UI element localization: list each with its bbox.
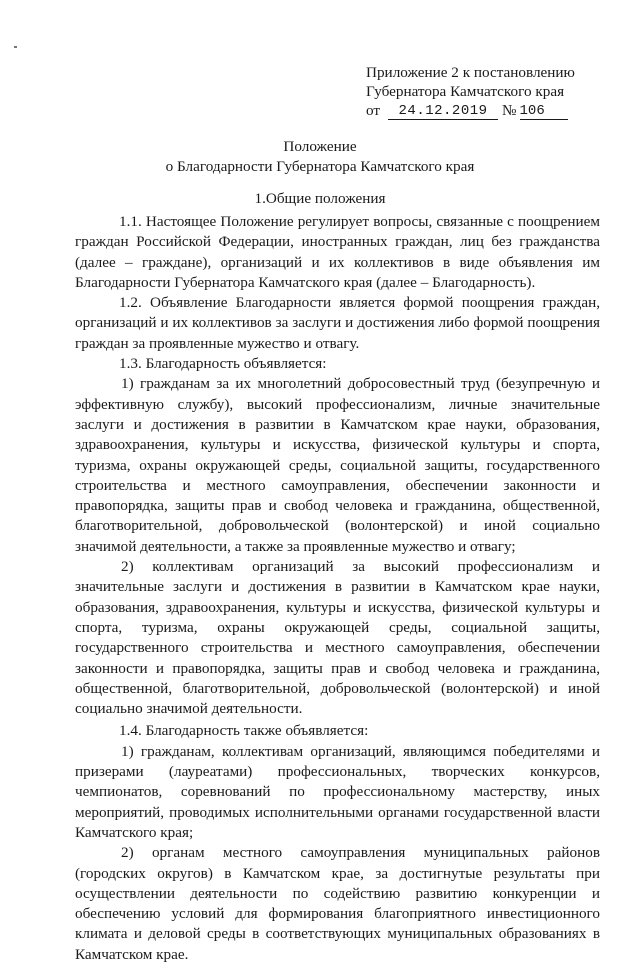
appendix-line-1: Приложение 2 к постановлению <box>366 64 575 81</box>
resolution-date: 24.12.2019 <box>388 103 498 120</box>
appendix-header <box>366 63 606 120</box>
number-prefix: № <box>502 102 517 119</box>
paragraph-1-4-item-2: 2) органам местного самоуправления муниципальных районов (городских округов) в Камчатском крае, за достигнутые результаты при осуществлении деятельности по содействию развитию конкуренции и обеспечению условий для формирования благоприятного инвестиционного климата и деловой среды в соответствующих муниципальных образованиях в Камчатском крае. <box>75 844 600 963</box>
document-body <box>75 212 600 965</box>
document-title-line-1: Положение <box>283 138 357 155</box>
section-title: 1.Общие положения <box>254 190 386 207</box>
paragraph-1-4: 1.4. Благодарность также объявляется: <box>119 722 369 740</box>
paragraph-1-4-item-1: 1) гражданам, коллективам организаций, являющимся победителями и призерами (лауреатами) профессиональных, творческих конкурсов, чемпионатов, соревнований по профессиональному мастерству, иных мероприятий, проводимых исполнительными органами государственной власти Камчатского края; <box>75 742 600 841</box>
paragraph-1-3-item-2: 2) коллективам организаций за высокий профессионализм и значительные заслуги и достижения в развитии в Камчатском крае науки, образования, здравоохранения, культуры и искусства, физической культуры и спорта, туризма, охраны окружающей среды, социальной защиты, государственного строительства и местного самоуправления, обеспечении законности и правопорядка, защиты прав и свобод человека и гражданина, общественной, благотворительной, добровольческой (волонтерской) и иной социально значимой деятельности. <box>75 558 600 718</box>
scan-mark <box>14 46 17 48</box>
paragraph-1-3-item-1: 1) гражданам за их многолетний добросовестный труд (безупречную и эффективную службу), высокий профессионализм, личные значительные заслуги и достижения в развитии в Камчатском крае науки, образования, здравоохранения, культуры и искусства, физической культуры и спорта, туризма, охраны окружающей среды, социальной защиты, государственного строительства и местного самоуправления, обеспечении законности и правопорядка, защиты прав и свобод человека и гражданина, общественной, благотворительной, добровольческой (волонтерской) и иной социально значимой деятельности, а также за проявленные мужество и отвагу; <box>75 375 600 555</box>
paragraph-1-2: 1.2. Объявление Благодарности является формой поощрения граждан, организаций и их коллективов за заслуги и достижения либо формой поощрения граждан за проявленные мужество и отвагу. <box>75 294 600 352</box>
resolution-number: 106 <box>520 103 568 120</box>
paragraph-1-3: 1.3. Благодарность объявляется: <box>119 355 327 373</box>
document-title-line-2: о Благодарности Губернатора Камчатского края <box>165 158 475 175</box>
resolution-date-number <box>366 101 606 120</box>
document-title <box>0 137 640 177</box>
date-prefix: от <box>366 102 381 119</box>
appendix-line-2: Губернатора Камчатского края <box>366 83 565 100</box>
paragraph-1-1: 1.1. Настоящее Положение регулирует вопросы, связанные с поощрением граждан Российской Федерации, иностранных граждан, лиц без гражданства (далее – граждане), организаций и их коллективов в виде объявления им Благодарности Губернатора Камчатского края (далее – Благодарность). <box>75 213 600 291</box>
